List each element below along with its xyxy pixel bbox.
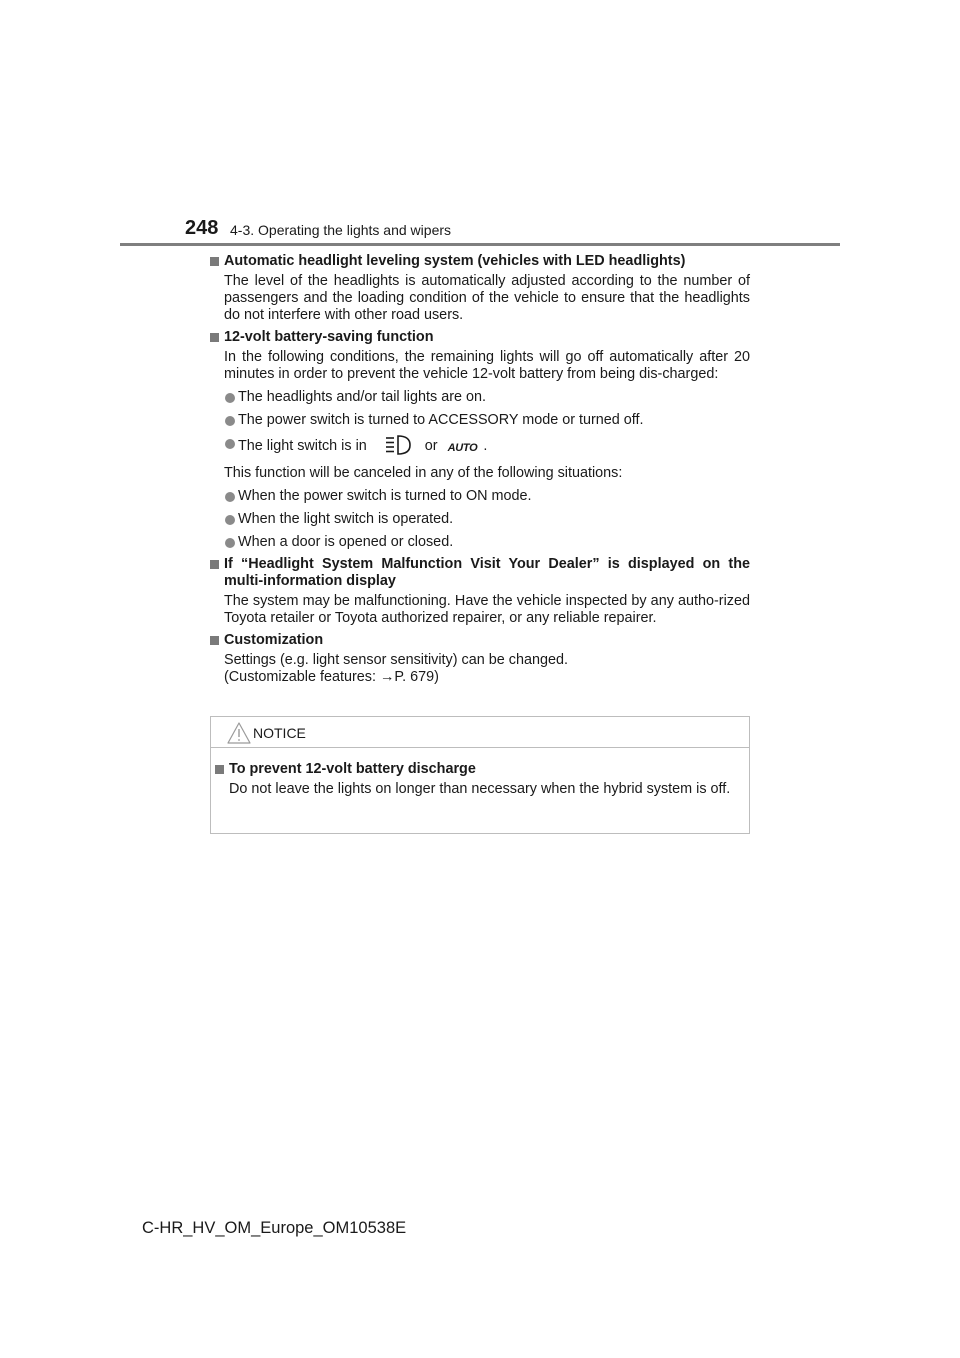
- warning-triangle-icon: [227, 722, 251, 749]
- notice-body: [211, 748, 749, 798]
- section-heading: Automatic headlight leveling system (vehicles with LED headlights): [224, 253, 686, 269]
- list-item-light-switch: The light switch is in or AUTO .: [224, 435, 750, 460]
- footer-doc-id: C-HR_HV_OM_Europe_OM10538E: [142, 1219, 407, 1237]
- round-bullet-icon: [225, 538, 235, 548]
- auto-icon: AUTO: [447, 442, 478, 454]
- section-auto-leveling: [210, 253, 750, 324]
- headlight-icon: [385, 435, 411, 460]
- list-item: The headlights and/or tail lights are on.: [224, 389, 750, 406]
- cancel-text: This function will be canceled in any of the following situations:: [224, 465, 623, 481]
- section-customization: [210, 632, 750, 686]
- notice-label: NOTICE: [253, 725, 306, 741]
- round-bullet-icon: [225, 439, 235, 449]
- header-rule: [120, 243, 840, 246]
- round-bullet-icon: [225, 492, 235, 502]
- round-bullet-icon: [225, 515, 235, 525]
- section-text: Settings (e.g. light sensor sensitivity) can be changed.: [224, 652, 568, 668]
- section-text: The level of the headlights is automatically adjusted according to the number of passengers and the loading condition of the vehicle to ensure that the headlights do not interfere with other road users.: [224, 273, 750, 323]
- section-text: The system may be malfunctioning. Have the vehicle inspected by any autho-rized Toyota retailer or Toyota authorized repairer, or any reliable repairer.: [224, 593, 750, 626]
- square-bullet-icon: [215, 765, 224, 774]
- list-item: The power switch is turned to ACCESSORY mode or turned off.: [224, 412, 750, 429]
- round-bullet-icon: [225, 393, 235, 403]
- page-content: [210, 253, 750, 686]
- list-item: When the light switch is operated.: [224, 511, 750, 528]
- section-text: In the following conditions, the remaining lights will go off automatically after 20 minutes in order to prevent the vehicle 12-volt battery from being dis-charged:: [224, 349, 750, 382]
- section-malfunction-message: [210, 556, 750, 627]
- page-number: 248: [185, 217, 219, 239]
- square-bullet-icon: [210, 257, 219, 266]
- section-battery-saving: [210, 329, 750, 551]
- notice-header: [211, 717, 749, 748]
- notice-box: [210, 716, 750, 834]
- square-bullet-icon: [210, 333, 219, 342]
- list-item: When the power switch is turned to ON mode.: [224, 488, 750, 505]
- page-header: [0, 0, 960, 250]
- square-bullet-icon: [210, 560, 219, 569]
- section-heading: If “Headlight System Malfunction Visit Your Dealer” is displayed on the multi-information display: [224, 556, 750, 589]
- notice-text: Do not leave the lights on longer than necessary when the hybrid system is off.: [229, 781, 731, 797]
- page-reference: (Customizable features: →P. 679): [224, 669, 439, 685]
- list-item: When a door is opened or closed.: [224, 534, 750, 551]
- section-title: 4-3. Operating the lights and wipers: [230, 222, 452, 238]
- round-bullet-icon: [225, 416, 235, 426]
- section-heading: Customization: [224, 632, 324, 648]
- section-heading: 12-volt battery-saving function: [224, 329, 434, 345]
- notice-heading: To prevent 12-volt battery discharge: [229, 761, 476, 777]
- square-bullet-icon: [210, 636, 219, 645]
